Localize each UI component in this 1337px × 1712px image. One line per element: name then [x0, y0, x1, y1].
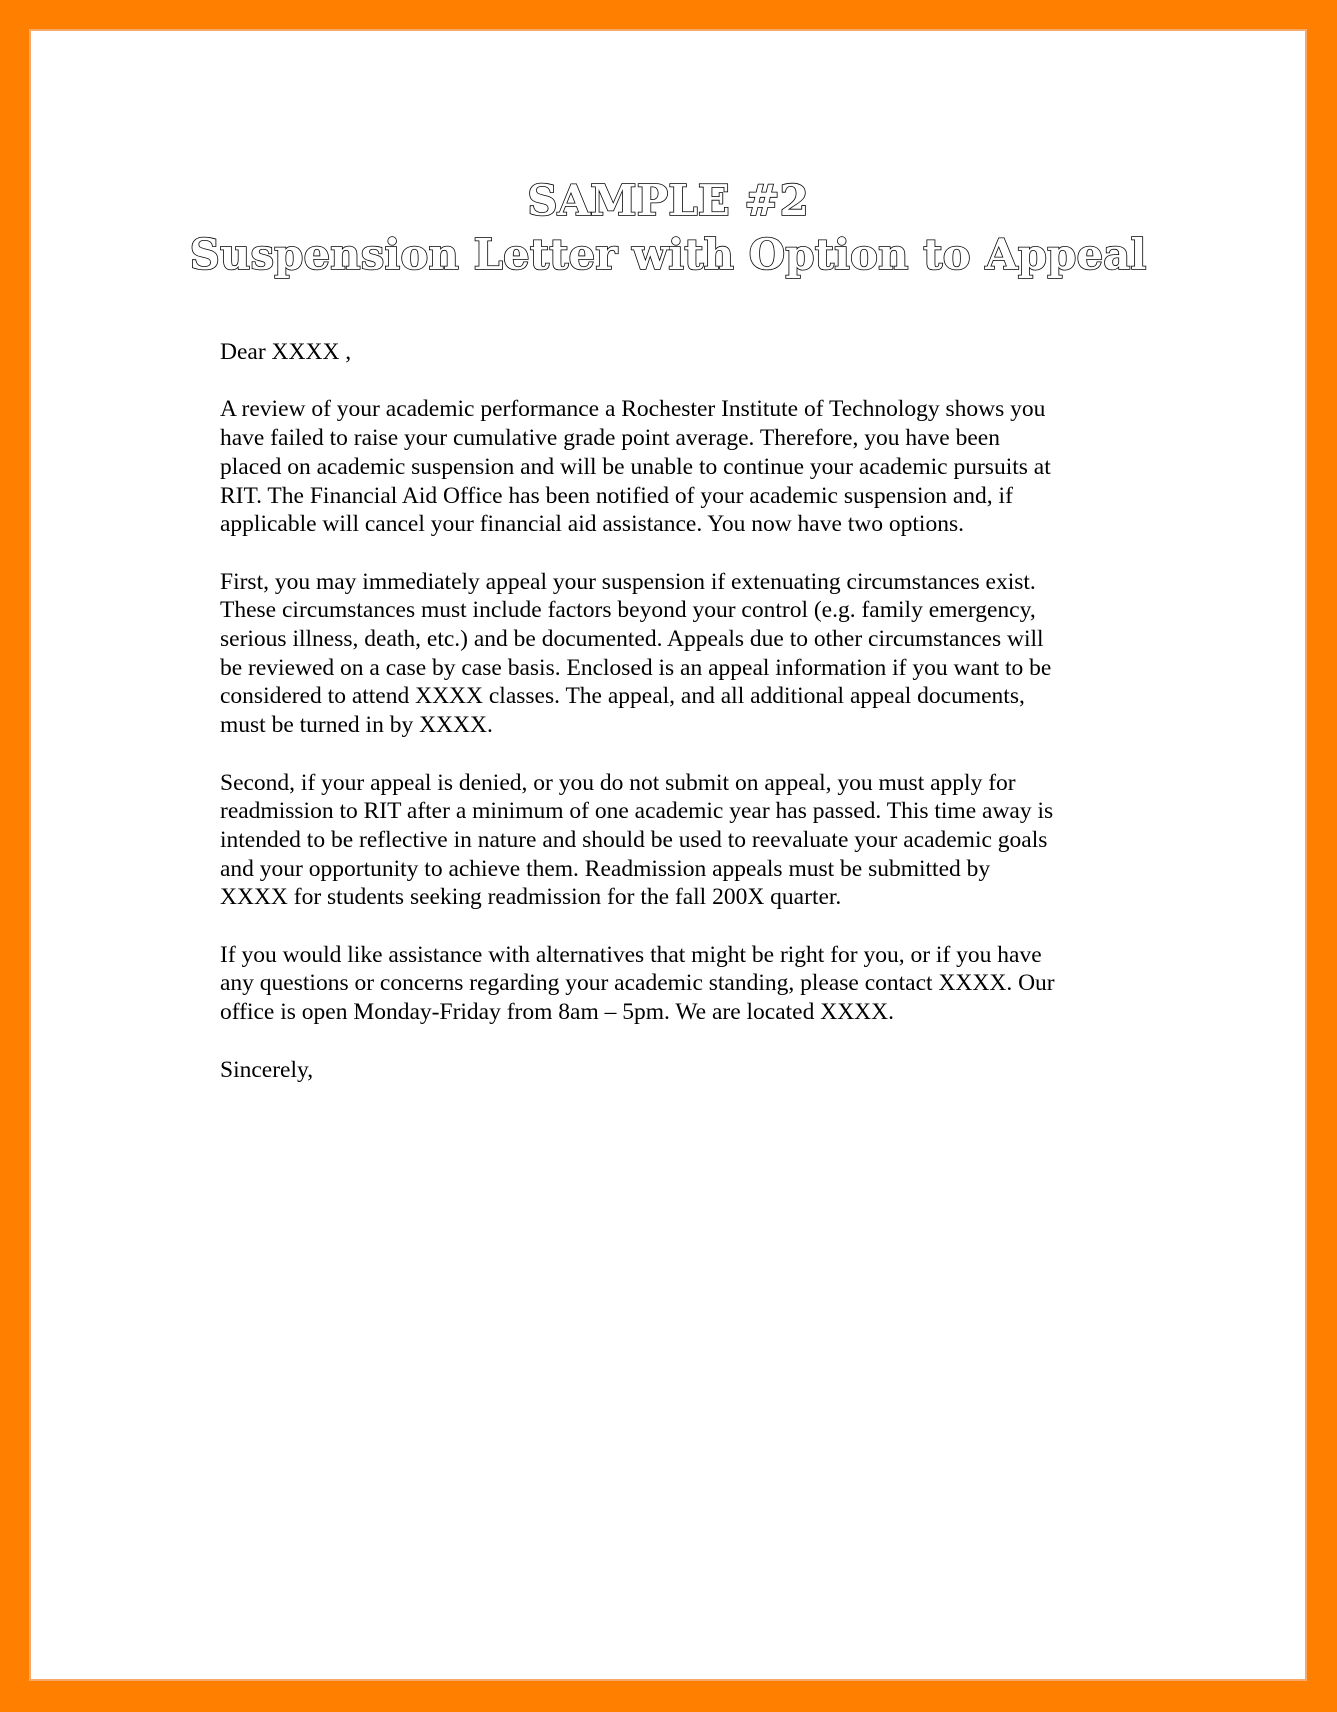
paragraph-line: XXXX for students seeking readmission for the fall 200X quarter.: [220, 884, 842, 911]
paragraph-assistance: [220, 941, 1140, 1027]
paragraph-line: be reviewed on a case by case basis. Enclosed is an appeal information if you want to be: [220, 654, 1052, 681]
paragraph-line: applicable will cancel your financial aid assistance. You now have two options.: [220, 511, 964, 538]
paragraph-line: serious illness, death, etc.) and be documented. Appeals due to other circumstances will: [220, 626, 1044, 652]
paragraph-line: A review of your academic performance a Rochester Institute of Technology shows you: [220, 396, 1046, 423]
paragraph-line: Second, if your appeal is denied, or you do not submit on appeal, you must apply for: [220, 769, 1016, 796]
paragraph-review: [220, 395, 1140, 539]
greeting: Dear XXXX ,: [220, 339, 352, 365]
paragraph-line: placed on academic suspension and will be unable to continue your academic pursuits at: [220, 453, 1051, 480]
paragraph-line: considered to attend XXXX classes. The appeal, and all additional appeal documents,: [220, 683, 1025, 710]
paragraph-line: must be turned in by XXXX.: [220, 712, 493, 739]
paragraph-line: readmission to RIT after a minimum of one academic year has passed. This time away is: [220, 798, 1054, 825]
paragraph-line: intended to be reflective in nature and should be used to reevaluate your academic goals: [220, 826, 1048, 853]
title-sample-number: SAMPLE #2: [527, 176, 809, 225]
letter-page: [29, 29, 1307, 1681]
paragraph-line: have failed to raise your cumulative grade point average. Therefore, you have been: [220, 425, 1000, 452]
title-letter-type: Suspension Letter with Option to Appeal: [189, 230, 1147, 279]
paragraph-line: office is open Monday-Friday from 8am – 5pm. We are located XXXX.: [220, 999, 894, 1026]
closing: Sincerely,: [220, 1056, 314, 1083]
paragraph-line: These circumstances must include factors beyond your control (e.g. family emergency,: [220, 597, 1036, 624]
paragraph-line: If you would like assistance with alternatives that might be right for you, or if you have: [220, 941, 1042, 968]
paragraph-first-option: [220, 568, 1140, 740]
paragraph-line: First, you may immediately appeal your suspension if extenuating circumstances exist.: [220, 568, 1036, 595]
paragraph-line: any questions or concerns regarding your academic standing, please contact XXXX. Our: [220, 970, 1055, 997]
paragraph-second-option: [220, 769, 1140, 913]
letter-body: [220, 338, 1140, 1113]
paragraph-line: and your opportunity to achieve them. Readmission appeals must be submitted by: [220, 855, 991, 882]
paragraph-line: RIT. The Financial Aid Office has been notified of your academic suspension and, if: [220, 482, 1013, 509]
